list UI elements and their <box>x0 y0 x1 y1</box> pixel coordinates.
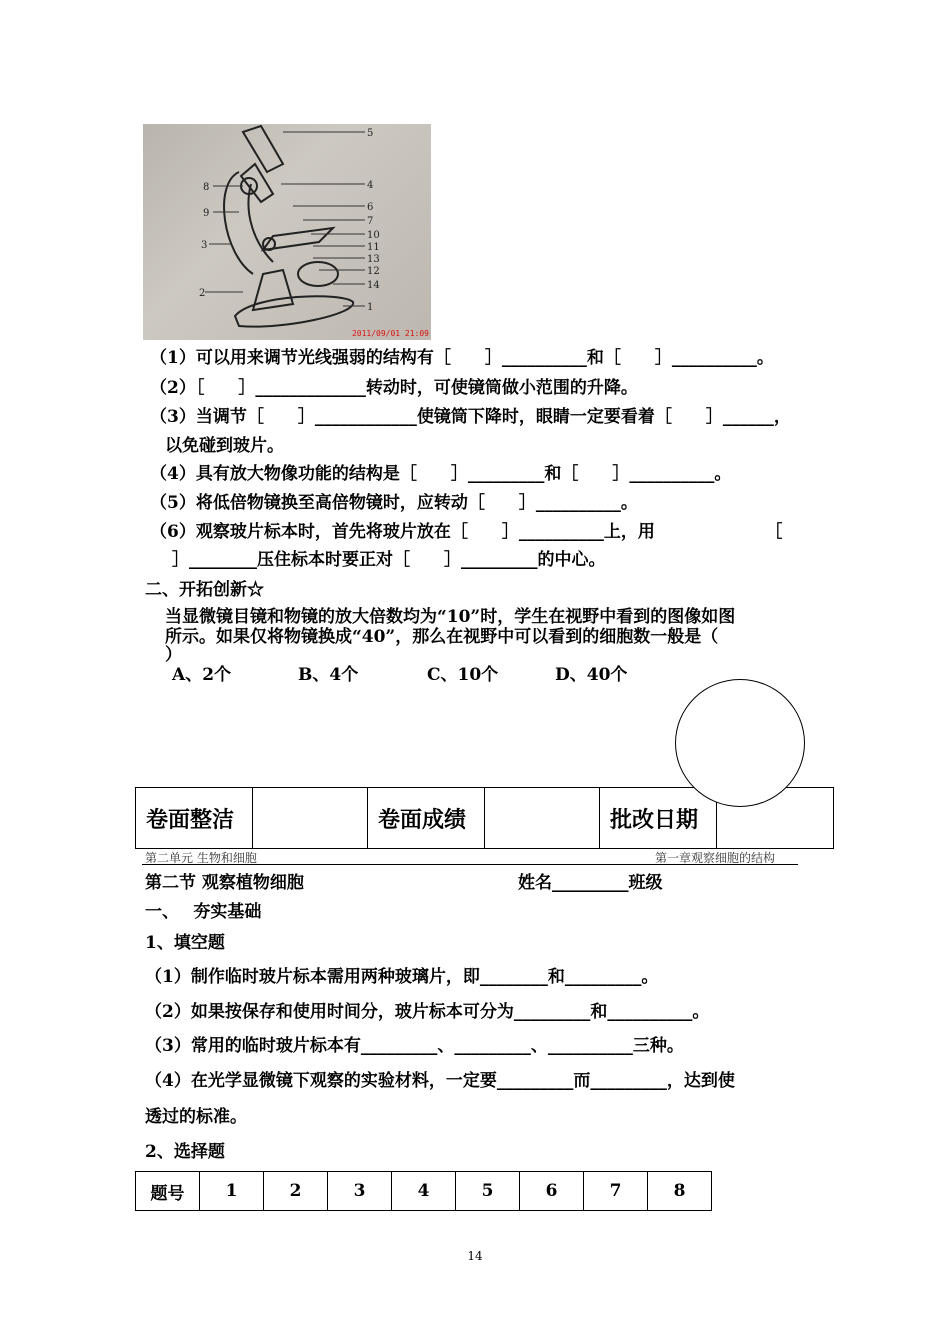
name-class-field: 姓名_________班级 <box>518 873 663 893</box>
question-2: （2）［ ］_____________转动时，可使镜筒做小范围的升降。 <box>150 378 638 398</box>
figure-label: 13 <box>367 254 380 265</box>
qnum-cell: 6 <box>520 1172 584 1211</box>
question-6-line2: ］________压住标本时要正对［ ］_________的中心。 <box>172 550 606 570</box>
figure-label: 11 <box>367 242 380 253</box>
figure-label: 7 <box>367 216 374 227</box>
question-1: （1）可以用来调节光线强弱的结构有［ ］__________和［ ］__________。 <box>150 348 774 368</box>
option-a: A、2个 <box>172 665 232 685</box>
qnum-cell: 3 <box>328 1172 392 1211</box>
fill-heading: 1、填空题 <box>145 933 225 953</box>
section2-question-line1: 当显微镜目镜和物镜的放大倍数均为“10”时，学生在视野中看到的图像如图 <box>165 607 736 627</box>
figure-label: 9 <box>203 208 210 219</box>
option-b: B、4个 <box>298 665 359 685</box>
option-c: C、10个 <box>427 665 499 685</box>
figure-label: 4 <box>367 180 374 191</box>
fill-question-3: （3）常用的临时玻片标本有_________、_________、__________三种。 <box>145 1036 684 1056</box>
figure-label: 10 <box>367 230 380 241</box>
section2-heading: 二、开拓创新☆ <box>145 580 264 600</box>
figure-label: 3 <box>201 240 208 251</box>
grade-cell-score: 卷面成绩 <box>368 788 485 849</box>
qnum-cell: 1 <box>200 1172 264 1211</box>
figure-label: 14 <box>367 280 380 291</box>
section-title: 第二节 观察植物细胞 <box>145 873 304 893</box>
grade-cell-date: 批改日期 <box>600 788 717 849</box>
qnum-cell: 4 <box>392 1172 456 1211</box>
figure-label: 8 <box>203 182 210 193</box>
qnum-cell: 8 <box>648 1172 712 1211</box>
page-number: 14 <box>467 1249 483 1263</box>
figure-label: 5 <box>367 128 374 139</box>
fill-question-4-line2: 透过的标准。 <box>145 1107 247 1127</box>
header-unit: 第二单元 生物和细胞 <box>145 851 257 865</box>
fill-question-1: （1）制作临时玻片标本需用两种玻璃片，即________和_________。 <box>145 967 659 987</box>
grade-cell-score-value <box>485 788 600 849</box>
field-of-view-circle <box>675 679 805 807</box>
header-chapter: 第一章观察细胞的结构 <box>655 851 776 865</box>
part1-heading: 一、 夯实基础 <box>145 902 262 922</box>
figure-label: 6 <box>367 202 374 213</box>
choice-heading: 2、选择题 <box>145 1142 225 1162</box>
option-d: D、40个 <box>555 665 628 685</box>
section2-question-line2: 所示。如果仅将物镜换成“40”，那么在视野中可以看到的细胞数一般是（ <box>165 627 719 647</box>
grade-cell-neatness: 卷面整洁 <box>136 788 253 849</box>
question-3-line1: （3）当调节［ ］____________使镜筒下降时，眼睛一定要看着［ ］______， <box>150 407 791 427</box>
question-3-line2: 以免碰到玻片。 <box>165 436 284 456</box>
fill-question-2: （2）如果按保存和使用时间分，玻片标本可分为_________和__________。 <box>145 1002 710 1022</box>
fill-question-4-line1: （4）在光学显微镜下观察的实验材料，一定要_________而_________，达到使 <box>145 1071 735 1091</box>
question-4: （4）具有放大物像功能的结构是［ ］_________和［ ］__________。 <box>150 464 732 484</box>
question-5: （5）将低倍物镜换至高倍物镜时，应转动［ ］__________。 <box>150 493 638 513</box>
figure-label: 2 <box>199 288 206 299</box>
question-6-line1: （6）观察玻片标本时，首先将玻片放在［ ］__________上，用 ［ <box>150 522 783 542</box>
microscope-drawing <box>143 124 431 340</box>
photo-timestamp: 2011/09/01 21:09 <box>351 329 429 338</box>
section2-question-line3: ） <box>165 645 182 665</box>
qnum-cell: 7 <box>584 1172 648 1211</box>
qnum-cell: 2 <box>264 1172 328 1211</box>
figure-label: 1 <box>367 302 374 313</box>
microscope-figure <box>143 124 431 340</box>
grade-cell-neatness-value <box>253 788 368 849</box>
qnum-cell: 5 <box>456 1172 520 1211</box>
figure-label: 12 <box>367 266 380 277</box>
question-number-table <box>135 1171 712 1211</box>
qnum-header: 题号 <box>136 1172 200 1211</box>
header-divider <box>142 864 798 865</box>
